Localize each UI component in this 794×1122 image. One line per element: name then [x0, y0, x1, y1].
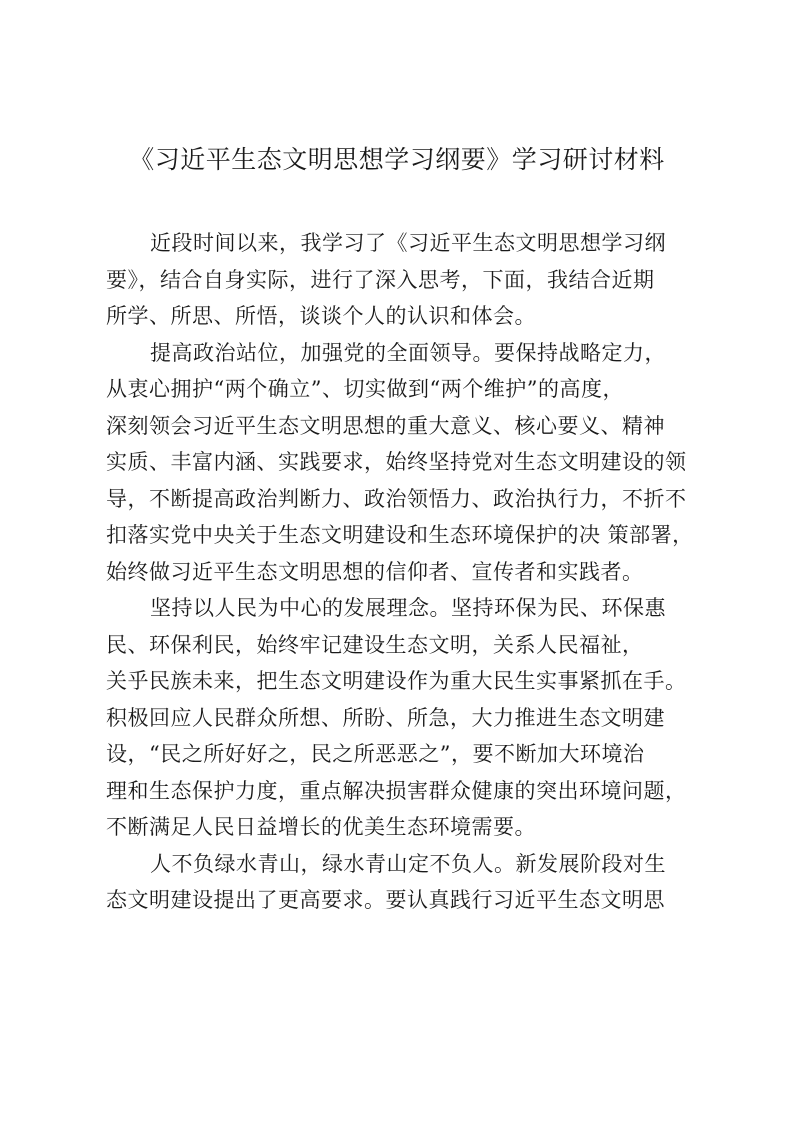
paragraph-line: 近段时间以来，我学习了《习近平生态文明思想学习纲 — [150, 231, 666, 255]
paragraph-line: 深刻领会习近平生态文明思想的重大意义、核心要义、精神 — [106, 413, 665, 438]
paragraph-line: 从衷心拥护“两个确立”、切实做到“两个维护”的高度， — [106, 377, 624, 401]
paragraph-3 — [106, 590, 706, 846]
paragraph-line: 提高政治站位，加强党的全面领导。要保持战略定力， — [150, 340, 666, 365]
paragraph-line: 理和生态保护力度，重点解决损害群众健康的突出环境问题， — [106, 778, 687, 803]
paragraph-line: 不断满足人民日益增长的优美生态环境需要。 — [106, 815, 536, 839]
paragraph-line: 关乎民族未来，把生态文明建设作为重大民生实事紧抓在手。 — [106, 669, 687, 693]
paragraph-line: 扣落实党中央关于生态文明建设和生态环境保护的决 策部署， — [106, 523, 694, 547]
paragraph-1 — [106, 225, 706, 335]
paragraph-line: 所学、所思、所悟，谈谈个人的认识和体会。 — [106, 304, 536, 328]
paragraph-line: 导，不断提高政治判断力、政治领悟力、政治执行力，不折不 — [106, 486, 687, 511]
paragraph-line: 设，“民之所好好之，民之所恶恶之”，要不断加大环境治 — [106, 742, 645, 766]
paragraph-line: 要》，结合自身实际，进行了深入思考，下面，我结合近期 — [106, 267, 655, 292]
paragraph-line: 积极回应人民群众所想、所盼、所急，大力推进生态文明建 — [106, 705, 665, 730]
paragraph-line: 态文明建设提出了更高要求。要认真践行习近平生态文明思 — [106, 888, 665, 912]
document-body — [106, 225, 706, 919]
document-title: 《习近平生态文明思想学习纲要》学习研讨材料 — [129, 145, 665, 174]
paragraph-line: 坚持以人民为中心的发展理念。坚持环保为民、环保惠 — [150, 596, 666, 620]
paragraph-2 — [106, 335, 706, 591]
paragraph-4 — [106, 846, 706, 919]
paragraph-line: 实质、丰富内涵、实践要求，始终坚持党对生态文明建设的领 — [106, 450, 687, 474]
paragraph-line: 人不负绿水青山，绿水青山定不负人。新发展阶段对生 — [150, 851, 666, 876]
paragraph-line: 民、环保利民，始终牢记建设生态文明，关系人民福祉， — [106, 632, 644, 657]
paragraph-line: 始终做习近平生态文明思想的信仰者、宣传者和实践者。 — [106, 559, 644, 584]
